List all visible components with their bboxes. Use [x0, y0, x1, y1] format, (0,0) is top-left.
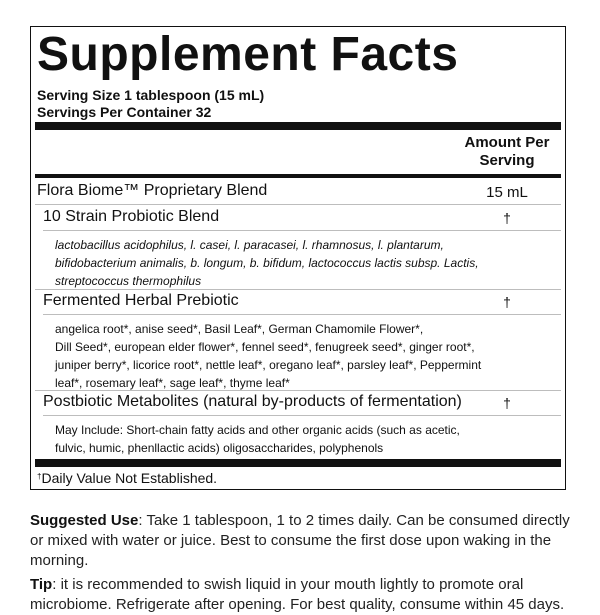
prebiotic-line: juniper berry*, licorice root*, nettle leaf*, oregano leaf*, parsley leaf*, Peppermint: [55, 358, 482, 372]
postbiotic-details: [55, 421, 535, 457]
postbiotic-line: fulvic, humic, phenllactic acids) oligosaccharides, polyphenols: [55, 441, 384, 455]
tip-label: Tip: [30, 576, 53, 593]
tip-text: : it is recommended to swish liquid in your mouth lightly to promote oral microbiome. Refrigerate after opening. For best quality, consume within 45 days.: [30, 576, 565, 613]
row-divider: [43, 314, 561, 315]
probiotic-label: 10 Strain Probiotic Blend: [43, 208, 220, 225]
probiotic-amount: †: [503, 210, 511, 226]
prebiotic-line: leaf*, rosemary leaf*, sage leaf*, thyme leaf*: [55, 376, 290, 390]
medium-divider: [35, 174, 561, 178]
prebiotic-amount: †: [503, 294, 511, 310]
prebiotic-label: Fermented Herbal Prebiotic: [43, 292, 239, 309]
footnote-text: Daily Value Not Established.: [41, 470, 218, 486]
suggested-use-label: Suggested Use: [30, 512, 139, 529]
prebiotic-ingredients: [55, 320, 535, 392]
probiotic-strains: [55, 236, 535, 290]
suggested-use-text: : Take 1 tablespoon, 1 to 2 times daily. Can be consumed directly or mixed with water or juice. Best to consume the first dose upon waking in the morning.: [30, 512, 570, 569]
amount-header-line1: Amount Per: [464, 134, 550, 151]
postbiotic-line: May Include: Short-chain fatty acids and other organic acids (such as acetic,: [55, 423, 460, 437]
row-divider: [43, 415, 561, 416]
serving-size: Serving Size 1 tablespoon (15 mL): [37, 87, 265, 103]
amount-header-line2: Serving: [479, 152, 535, 169]
row-divider: [35, 289, 561, 290]
probiotic-line: streptococcus thermophilus: [55, 274, 202, 288]
row-divider: [43, 230, 561, 231]
prebiotic-line: angelica root*, anise seed*, Basil Leaf*, German Chamomile Flower*,: [55, 322, 424, 336]
footnote-dagger: †: [37, 472, 42, 481]
probiotic-line: lactobacillus acidophilus, l. casei, l. paracasei, l. rhamnosus, l. plantarum,: [55, 238, 444, 252]
panel-title: Supplement Facts: [37, 28, 459, 81]
footnote: [37, 470, 217, 486]
row-divider: [35, 390, 561, 391]
supplement-facts-panel: [30, 26, 566, 490]
prebiotic-line: Dill Seed*, european elder flower*, fennel seed*, fenugreek seed*, ginger root*,: [55, 340, 475, 354]
probiotic-line: bifidobacterium animalis, b. longum, b. bifidum, lactococcus lactis subsp. Lactis,: [55, 256, 479, 270]
row-divider: [35, 204, 561, 205]
tip: [30, 575, 570, 615]
amount-per-serving-header: [457, 134, 557, 170]
thick-divider-bottom: [35, 459, 561, 467]
blend-amount: 15 mL: [486, 184, 528, 201]
postbiotic-label: Postbiotic Metabolites (natural by-products of fermentation): [43, 393, 462, 410]
postbiotic-amount: †: [503, 395, 511, 411]
blend-label: Flora Biome™ Proprietary Blend: [37, 182, 268, 199]
suggested-use: [30, 511, 570, 571]
thick-divider-top: [35, 122, 561, 130]
servings-per-container: Servings Per Container 32: [37, 104, 212, 120]
